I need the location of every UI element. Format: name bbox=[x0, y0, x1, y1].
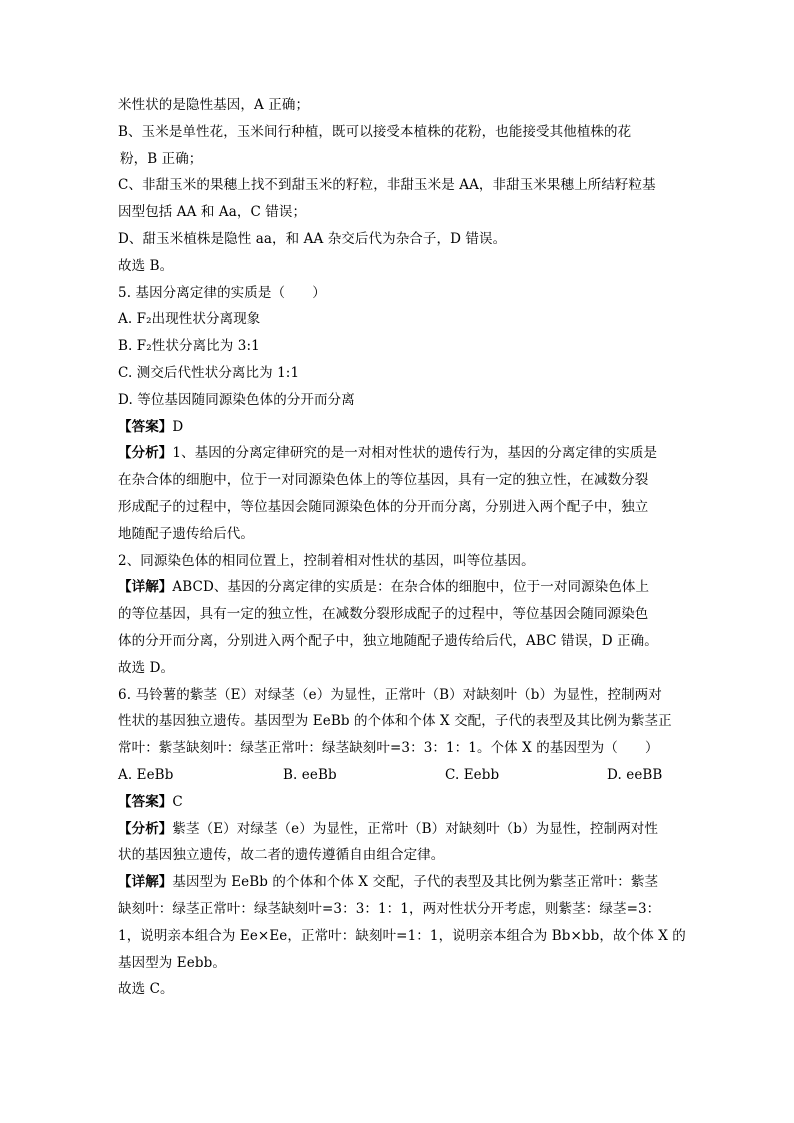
answer-tag: 【答案】 bbox=[118, 418, 173, 435]
question-6-detail bbox=[118, 869, 680, 896]
text-line: 性状的基因独立遗传。基因型为 EeBb 的个体和个体 X 交配，子代的表型及其比例为紫茎正 bbox=[118, 713, 672, 730]
question-5-option-b: B. F₂性状分离比为 3:1 bbox=[118, 338, 260, 355]
question-6-analysis bbox=[118, 816, 680, 843]
text-line: 故选 B。 bbox=[118, 257, 174, 274]
question-5-stem: 5. 基因分离定律的实质是（ ） bbox=[118, 284, 326, 301]
question-6-conclusion: 故选 C。 bbox=[118, 981, 174, 998]
detail-text: ABCD、基因的分离定律的实质是：在杂合体的细胞中，位于一对同源染色体上 bbox=[172, 579, 650, 596]
question-5-analysis bbox=[118, 440, 680, 467]
question-6-stem: 6. 马铃薯的紫茎（E）对绿茎（e）为显性，正常叶（B）对缺刻叶（b）为显性，控制两对 bbox=[118, 686, 662, 703]
question-6-option-c: C. Eebb bbox=[445, 766, 500, 783]
text-line: 基因型为 Eebb。 bbox=[118, 954, 226, 971]
question-5-option-d: D. 等位基因随同源染色体的分开而分离 bbox=[118, 391, 355, 408]
question-5-option-c: C. 测交后代性状分离比为 1:1 bbox=[118, 364, 300, 381]
text-line: 因型包括 AA 和 Aa，C 错误； bbox=[118, 204, 307, 221]
text-line: 形成配子的过程中，等位基因会随同源染色体的分开而分离，分别进入两个配子中，独立 bbox=[118, 498, 649, 515]
text-line: D、甜玉米植株是隐性 aa，和 AA 杂交后代为杂合子，D 错误。 bbox=[118, 230, 507, 247]
question-6-answer bbox=[118, 789, 680, 816]
document-page bbox=[118, 92, 686, 1003]
analysis-tag: 【分析】 bbox=[118, 445, 173, 462]
text-line: 的等位基因，具有一定的独立性，在减数分裂形成配子的过程中，等位基因会随同源染色 bbox=[118, 606, 649, 623]
answer-value: D bbox=[172, 418, 184, 435]
question-5-answer bbox=[118, 414, 680, 441]
text-line: C、非甜玉米的果穗上找不到甜玉米的籽粒，非甜玉米是 AA，非甜玉米果穗上所结籽粒基 bbox=[118, 177, 656, 194]
text-line: 1，说明亲本组合为 Ee×Ee，正常叶：缺刻叶=1：1，说明亲本组合为 Bb×bb，故个体 X 的 bbox=[118, 927, 686, 944]
text-line: 常叶：紫茎缺刻叶：绿茎正常叶：绿茎缺刻叶=3：3：1：1。个体 X 的基因型为（ ） bbox=[118, 740, 659, 757]
question-6-option-d: D. eeBB bbox=[607, 766, 663, 783]
text-line: 粉，B 正确； bbox=[120, 150, 203, 167]
question-5-detail bbox=[118, 574, 680, 601]
text-line: 2、同源染色体的相同位置上，控制着相对性状的基因，叫等位基因。 bbox=[118, 552, 535, 569]
text-line: 缺刻叶：绿茎正常叶：绿茎缺刻叶=3：3：1：1，两对性状分开考虑，则紫茎：绿茎=3： bbox=[118, 900, 661, 917]
detail-text: 基因型为 EeBb 的个体和个体 X 交配，子代的表型及其比例为紫茎正常叶：紫茎 bbox=[172, 874, 659, 891]
detail-tag: 【详解】 bbox=[118, 874, 173, 891]
detail-tag: 【详解】 bbox=[118, 579, 173, 596]
question-5-option-a: A. F₂出现性状分离现象 bbox=[118, 311, 261, 328]
question-6-option-a: A. EeBb bbox=[118, 766, 174, 783]
text-line: 状的基因独立遗传，故二者的遗传遵循自由组合定律。 bbox=[118, 847, 445, 864]
answer-tag: 【答案】 bbox=[118, 793, 173, 810]
question-5-conclusion: 故选 D。 bbox=[118, 659, 175, 676]
text-line: 体的分开而分离，分别进入两个配子中，独立地随配子遗传给后代，ABC 错误，D 正确。 bbox=[118, 632, 658, 649]
text-line: 米性状的是隐性基因，A 正确； bbox=[118, 97, 310, 113]
text-line: B、玉米是单性花，玉米间行种植，既可以接受本植株的花粉，也能接受其他植株的花 bbox=[118, 123, 632, 140]
answer-value: C bbox=[172, 793, 183, 810]
analysis-text: 紫茎（E）对绿茎（e）为显性，正常叶（B）对缺刻叶（b）为显性，控制两对性 bbox=[172, 820, 659, 837]
analysis-text: 1、基因的分离定律研究的是一对相对性状的遗传行为，基因的分离定律的实质是 bbox=[172, 445, 658, 462]
analysis-tag: 【分析】 bbox=[118, 820, 173, 837]
question-6-options bbox=[118, 762, 680, 789]
text-line: 地随配子遗传给后代。 bbox=[118, 525, 254, 542]
text-line: 在杂合体的细胞中，位于一对同源染色体上的等位基因，具有一定的独立性，在减数分裂 bbox=[118, 472, 649, 489]
question-6-option-b: B. eeBb bbox=[283, 766, 337, 783]
